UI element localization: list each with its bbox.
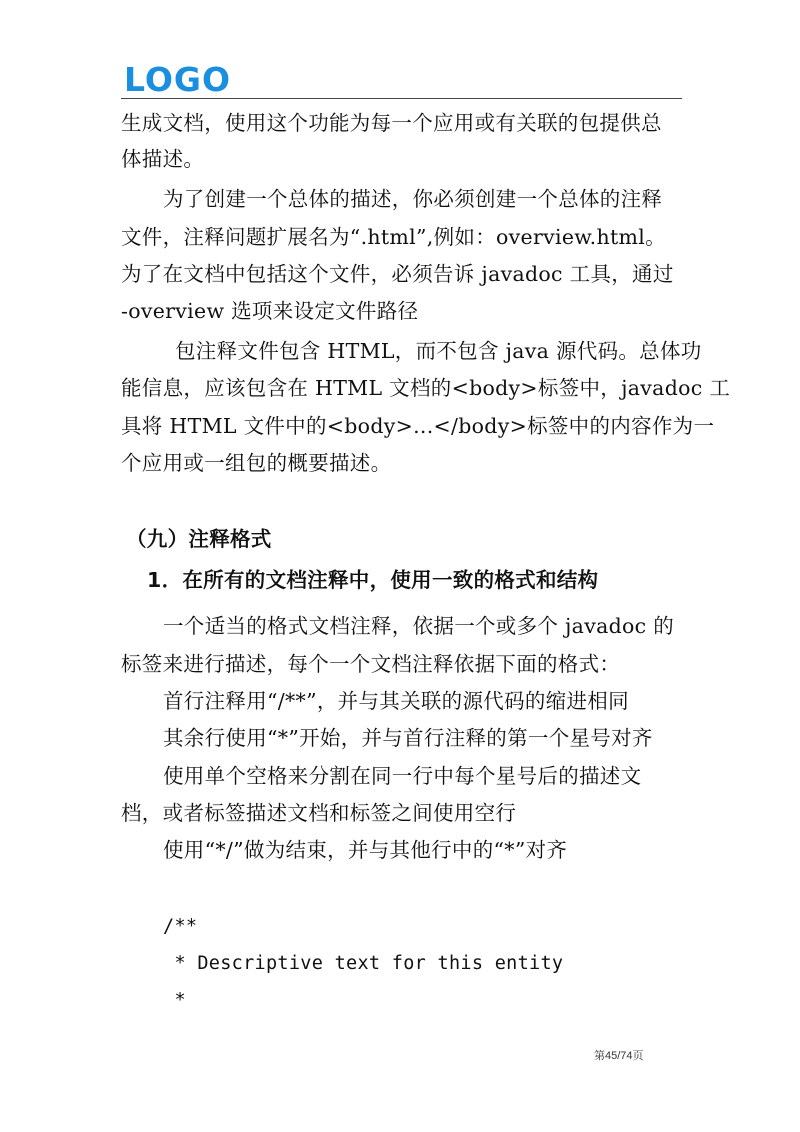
rule-line: 首行注释用“/**”，并与其关联的源代码的缩进相同 <box>163 689 629 713</box>
paragraph-line: 标签来进行描述，每个一个文档注释依据下面的格式： <box>121 652 621 676</box>
code-line: /** <box>163 916 198 937</box>
paragraph-line: 一个适当的格式文档注释，依据一个或多个 javadoc 的 <box>163 614 675 638</box>
paragraph-line: 个应用或一组包的概要描述。 <box>121 451 392 475</box>
page-number: 第45/74页 <box>594 1050 644 1062</box>
paragraph-line: 具将 HTML 文件中的<body>...</body>标签中的内容作为一 <box>121 414 715 438</box>
rule-line: 使用单个空格来分割在同一行中每个星号后的描述文 <box>163 764 642 788</box>
code-line: * Descriptive text for this entity <box>163 953 564 974</box>
paragraph-line: 体描述。 <box>121 147 205 171</box>
rule-line: 档，或者标签描述文档和标签之间使用空行 <box>121 801 517 825</box>
paragraph-line: 文件，注释问题扩展名为“.html”,例如：overview.html。 <box>121 225 666 249</box>
paragraph-line: 为了创建一个总体的描述，你必须创建一个总体的注释 <box>163 187 663 211</box>
paragraph-line: -overview 选项来设定文件路径 <box>121 299 419 323</box>
paragraph-line: 能信息，应该包含在 HTML 文档的<body>标签中，javadoc 工 <box>121 376 731 400</box>
paragraph-line: 包注释文件包含 HTML，而不包含 java 源代码。总体功 <box>175 339 702 363</box>
section-heading: （九）注释格式 <box>126 527 272 551</box>
rule-line: 其余行使用“*”开始，并与首行注释的第一个星号对齐 <box>163 726 653 750</box>
subsection-heading: 1．在所有的文档注释中，使用一致的格式和结构 <box>147 568 599 592</box>
logo: LOGO <box>124 60 232 99</box>
paragraph-line: 为了在文档中包括这个文件，必须告诉 javadoc 工具，通过 <box>121 262 674 286</box>
paragraph-line: 生成文档，使用这个功能为每一个应用或有关联的包提供总 <box>121 111 662 135</box>
rule-line: 使用“*/”做为结束，并与其他行中的“*”对齐 <box>163 838 568 862</box>
code-line: * <box>163 990 186 1011</box>
header-divider <box>121 98 682 99</box>
